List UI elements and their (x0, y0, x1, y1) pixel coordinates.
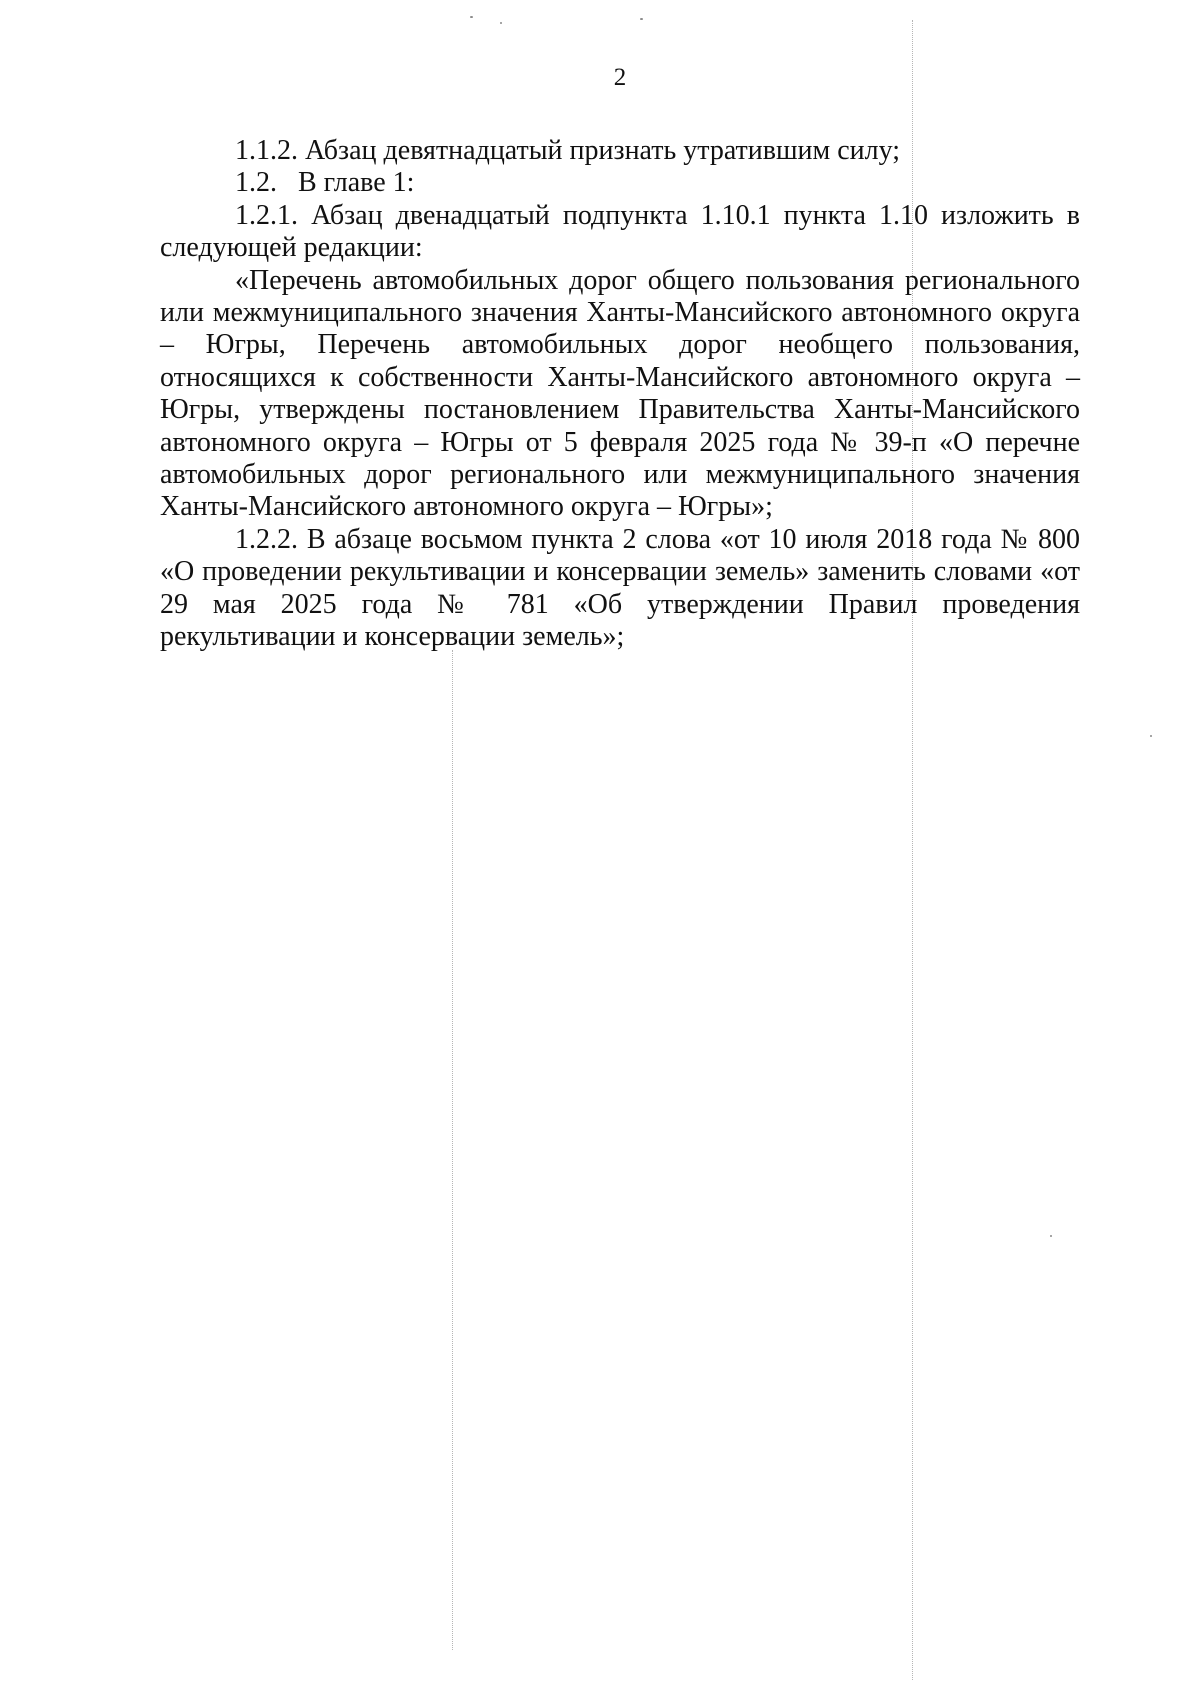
scan-artifact-speck (640, 18, 643, 20)
scan-artifact-speck (500, 22, 502, 24)
paragraph: 1.2.1. Абзац двенадцатый подпункта 1.10.1 пункта 1.10 изложить в следующей редакции: (160, 199, 1080, 264)
scan-artifact-line (452, 650, 454, 1650)
scan-artifact-speck (1150, 735, 1152, 737)
document-body (160, 135, 1080, 654)
paragraph: 1.2. В главе 1: (235, 167, 415, 199)
page-number: 2 (613, 64, 627, 91)
paragraph: 1.1.2. Абзац девятнадцатый признать утратившим силу; (235, 135, 901, 166)
scan-artifact-speck (470, 16, 473, 18)
scan-artifact-speck (1050, 1235, 1052, 1237)
paragraph: «Перечень автомобильных дорог общего пользования регионального или межмуниципального значения Ханты-Мансийского автономного округа – Югры, Перечень автомобильных дорог необщего пользования, относящихся к собственности Ханты-Мансийского автономного округа – Югры, утверждены постановлением Правительства Ханты-Мансийского автономного округа – Югры от 5 февраля 2025 года № 39-п «О перечне автомобильных дорог регионального или межмуниципального значения Ханты-Мансийского автономного округа – Югры»; (160, 264, 1080, 523)
paragraph: 1.2.2. В абзаце восьмом пункта 2 слова «от 10 июля 2018 года № 800 «О проведении рекультивации и консервации земель» заменить словами «от 29 мая 2025 года № 781 «Об утверждении Правил проведения рекультивации и консервации земель»; (160, 523, 1080, 653)
